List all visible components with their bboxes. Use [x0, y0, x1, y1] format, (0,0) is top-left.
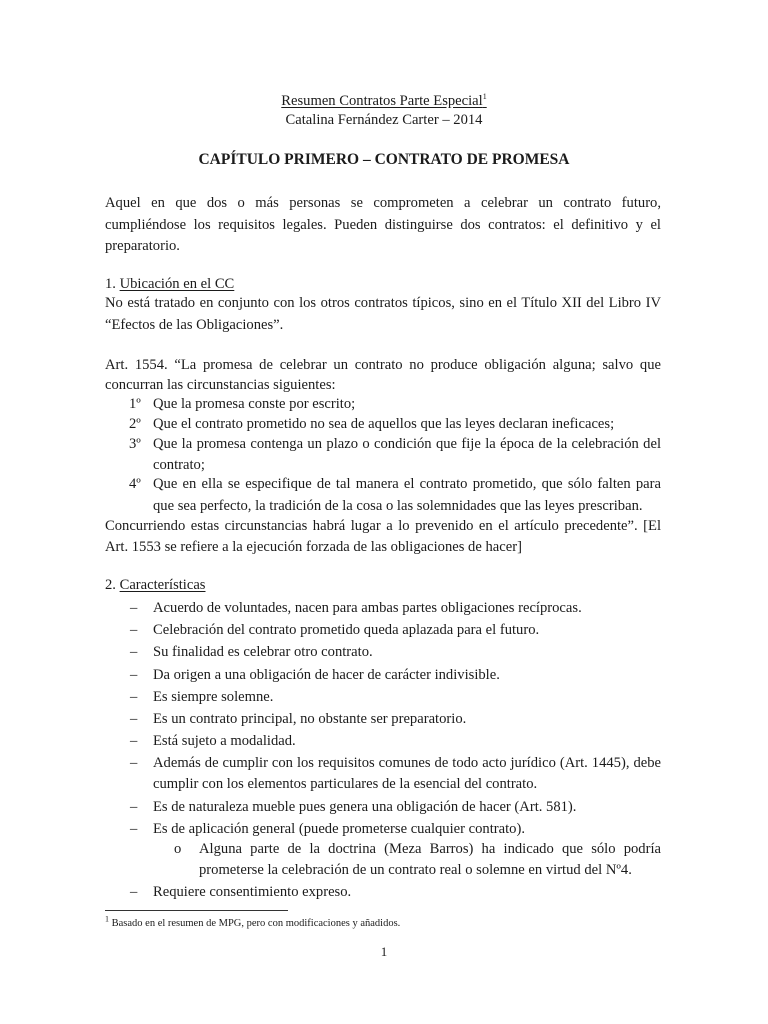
- article-item-num: 1º: [129, 396, 141, 412]
- dash-bullet: –: [130, 755, 138, 771]
- dash-bullet: –: [130, 644, 138, 660]
- article-item-text: Que el contrato prometido no sea de aquellos que las leyes declaran ineficaces;: [153, 416, 615, 432]
- dash-bullet: –: [130, 884, 138, 900]
- list-item: cumplir con los elementos particulares de la esencial del contrato.: [153, 776, 538, 792]
- sub-bullet: o: [174, 841, 182, 857]
- article-closing-1: Concurriendo estas circunstancias habrá lugar a lo prevenido en el artículo precedente”. [El: [105, 518, 661, 534]
- section1-heading: 1. Ubicación en el CC: [105, 276, 235, 292]
- dash-bullet: –: [130, 733, 138, 749]
- article-line-1: Art. 1554. “La promesa de celebrar un contrato no produce obligación alguna; salvo que: [105, 357, 661, 373]
- list-item: Requiere consentimiento expreso.: [153, 884, 352, 900]
- document-title: Resumen Contratos Parte Especial$^1$: [281, 92, 487, 109]
- list-item: Es de aplicación general (puede prometerse cualquier contrato).: [153, 821, 525, 837]
- dash-bullet: –: [130, 711, 138, 727]
- intro-line-3: preparatorio.: [105, 238, 180, 254]
- article-line-2: concurran las circunstancias siguientes:: [105, 377, 336, 393]
- list-item: Es siempre solemne.: [153, 689, 274, 705]
- article-item-text: que sea perfecto, la tradición de la cosa o las solemnidades que las leyes prescriban.: [153, 498, 643, 514]
- dash-bullet: –: [130, 622, 138, 638]
- list-item: Además de cumplir con los requisitos comunes de todo acto jurídico (Art. 1445), debe: [153, 755, 661, 771]
- article-item-text: Que la promesa contenga un plazo o condición que fije la época de la celebración del: [153, 436, 661, 452]
- intro-line-2: cumpliéndose los requisitos legales. Pueden distinguirse dos contratos: el definitivo y el: [105, 217, 661, 233]
- list-item: Es de naturaleza mueble pues genera una obligación de hacer (Art. 581).: [153, 799, 577, 815]
- intro-line-1: Aquel en que dos o más personas se comprometen a celebrar un contrato futuro,: [105, 195, 661, 211]
- article-item-text: contrato;: [153, 457, 205, 473]
- article-item-num: 3º: [129, 436, 141, 452]
- section1-line-1: No está tratado en conjunto con los otros contratos típicos, sino en el Título XII del Libro IV: [105, 295, 661, 311]
- article-item-text: Que la promesa conste por escrito;: [153, 396, 356, 412]
- chapter-heading: CAPÍTULO PRIMERO – CONTRATO DE PROMESA: [198, 151, 570, 168]
- dash-bullet: –: [130, 667, 138, 683]
- list-item: Su finalidad es celebrar otro contrato.: [153, 644, 373, 660]
- list-item: Da origen a una obligación de hacer de carácter indivisible.: [153, 667, 500, 683]
- sub-list-item: prometerse la celebración de un contrato real o solemne en virtud del Nº4.: [199, 862, 632, 878]
- list-item: Celebración del contrato prometido queda aplazada para el futuro.: [153, 622, 540, 638]
- page-number: 1: [380, 944, 388, 959]
- section1-line-2: “Efectos de las Obligaciones”.: [105, 317, 284, 333]
- section2-heading: 2. Características: [105, 577, 206, 593]
- list-item: Es un contrato principal, no obstante ser preparatorio.: [153, 711, 467, 727]
- list-item: Está sujeto a modalidad.: [153, 733, 296, 749]
- list-item: Acuerdo de voluntades, nacen para ambas partes obligaciones recíprocas.: [153, 600, 582, 616]
- article-item-num: 4º: [129, 476, 141, 492]
- sub-list-item: Alguna parte de la doctrina (Meza Barros) ha indicado que sólo podría: [199, 841, 661, 857]
- author-line: Catalina Fernández Carter – 2014: [285, 112, 483, 128]
- dash-bullet: –: [130, 799, 138, 815]
- dash-bullet: –: [130, 689, 138, 705]
- dash-bullet: –: [130, 821, 138, 837]
- dash-bullet: –: [130, 600, 138, 616]
- article-item-num: 2º: [129, 416, 141, 432]
- footnote-divider: [105, 910, 288, 911]
- footnote: $^1$ Basado en el resumen de MPG, pero con modificaciones y añadidos.: [105, 914, 401, 929]
- article-closing-2: Art. 1553 se refiere a la ejecución forzada de las obligaciones de hacer]: [105, 539, 522, 555]
- article-item-text: Que en ella se especifique de tal manera el contrato prometido, que sólo falten para: [153, 476, 661, 492]
